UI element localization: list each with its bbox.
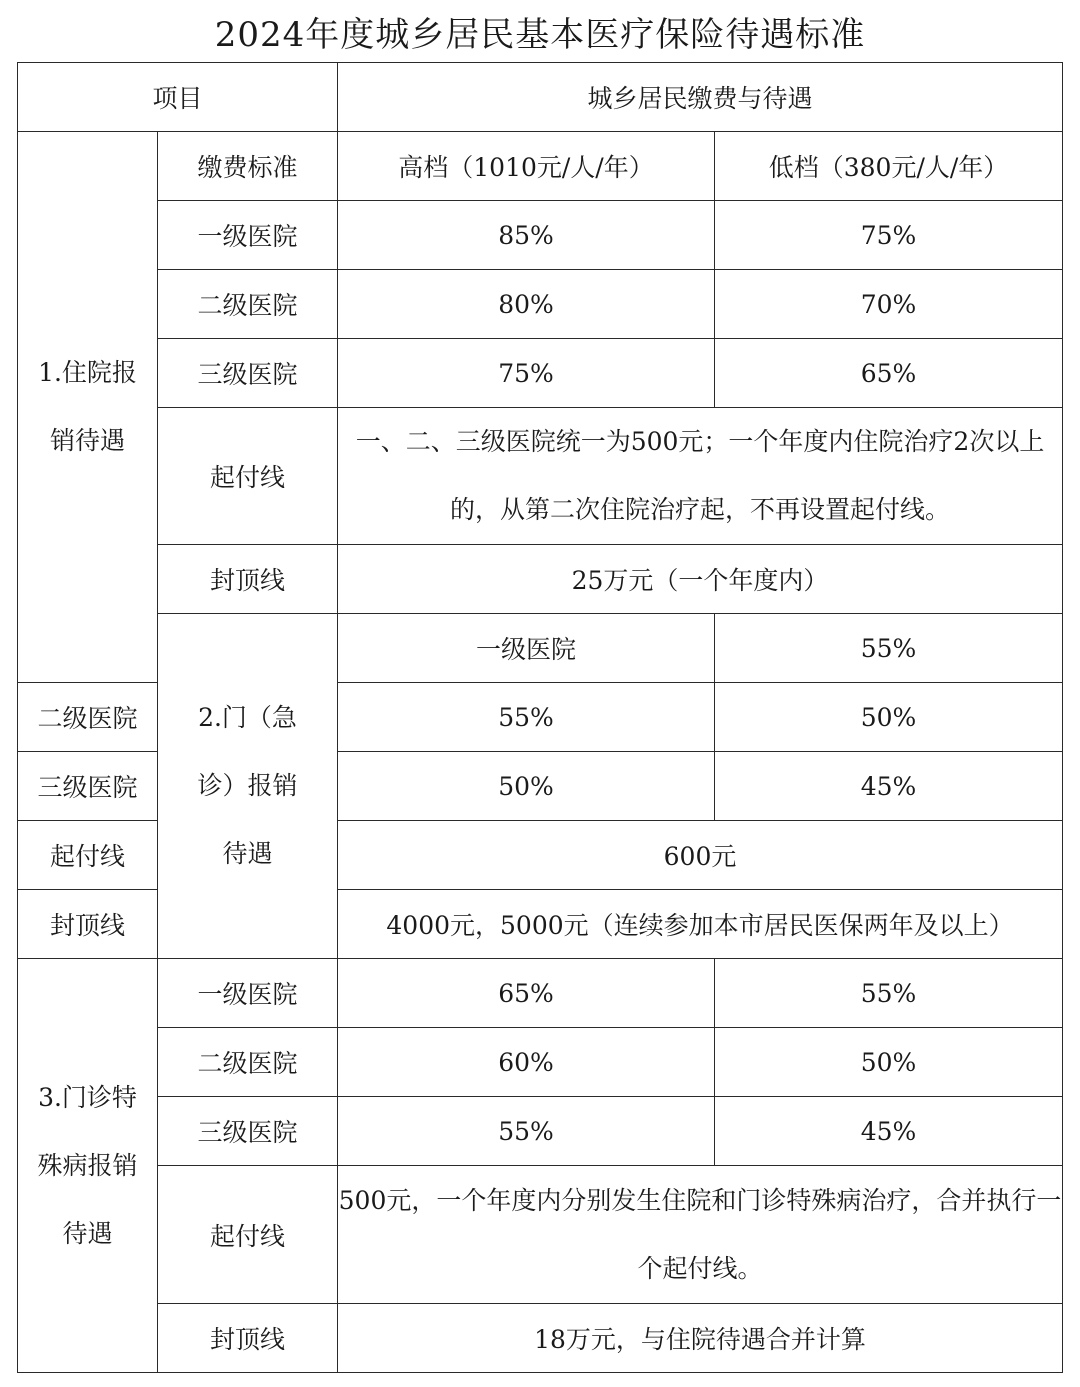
low-tier-rate: 65%: [860, 358, 917, 388]
high-tier-rate: 85%: [498, 220, 554, 250]
payment-low-cell: [715, 132, 1063, 201]
deductible-label-cell: [18, 821, 158, 890]
cap-value-cell: [338, 1304, 1063, 1373]
low-tier-rate: 50%: [860, 1047, 917, 1077]
table-row: [18, 270, 1063, 339]
low-tier-rate-cell: [715, 959, 1063, 1028]
hospital-level-label: 二级医院: [197, 291, 298, 320]
low-tier-rate-cell: [715, 339, 1063, 408]
category-label-outpatient: 2.门（急诊）报销待遇: [197, 703, 298, 868]
hospital-level-label: 一级医院: [476, 635, 577, 664]
payment-high-cell: [338, 132, 715, 201]
high-tier-rate-cell: [338, 270, 715, 339]
deductible-label-cell: [158, 408, 338, 545]
cap-value-cell: [338, 545, 1063, 614]
hospital-level-label: 一级医院: [197, 980, 298, 1009]
payment-high-value: 高档（1010元/人/年）: [398, 153, 654, 182]
deductible-label: 起付线: [49, 842, 125, 871]
low-tier-rate: 55%: [860, 978, 917, 1008]
low-tier-rate-cell: [715, 270, 1063, 339]
category-label-special: 3.门诊特殊病报销待遇: [37, 1082, 138, 1248]
payment-label-cell: [158, 132, 338, 201]
category-cell-outpatient: [158, 614, 338, 959]
payment-low-value: 低档（380元/人/年）: [768, 153, 1009, 182]
table-row: [18, 1304, 1063, 1373]
high-tier-rate: 65%: [498, 978, 554, 1008]
hospital-level-cell: [18, 683, 158, 752]
payment-label: 缴费标准: [197, 153, 298, 182]
deductible-value-cell: [338, 821, 1063, 890]
hospital-level-label: 三级医院: [197, 1118, 298, 1147]
table-row: [18, 132, 1063, 201]
low-tier-rate: 70%: [860, 289, 917, 319]
low-tier-rate-cell: [715, 752, 1063, 821]
header-group-cell: [338, 63, 1063, 132]
table-row: [18, 1166, 1063, 1304]
deductible-value: 600元: [663, 842, 737, 871]
high-tier-rate-cell: [338, 339, 715, 408]
high-tier-rate: 55%: [498, 1116, 554, 1146]
page-title: 2024年度城乡居民基本医疗保险待遇标准: [214, 15, 866, 55]
cap-value: 18万元，与住院待遇合并计算: [534, 1325, 866, 1354]
low-tier-rate: 50%: [860, 702, 917, 732]
deductible-value-cell: [338, 408, 1063, 545]
high-tier-rate: 55%: [498, 702, 554, 732]
deductible-value: 500元，一个年度内分别发生住院和门诊特殊病治疗，合并执行一个起付线。: [338, 1185, 1062, 1283]
table-row: [18, 408, 1063, 545]
table-row: [18, 1097, 1063, 1166]
header-item-cell: [18, 63, 338, 132]
deductible-value-cell: [338, 1166, 1063, 1304]
high-tier-rate-cell: [338, 752, 715, 821]
table-row: [18, 959, 1063, 1028]
high-tier-rate: 75%: [498, 358, 554, 388]
high-tier-rate-cell: [338, 1097, 715, 1166]
hospital-level-cell: [158, 1097, 338, 1166]
category-cell-inpatient: [18, 132, 158, 683]
high-tier-rate-cell: [338, 1028, 715, 1097]
hospital-level-cell: [338, 614, 715, 683]
table-row: [18, 1028, 1063, 1097]
high-tier-rate-cell: [715, 614, 1063, 683]
hospital-level-label: 三级医院: [197, 360, 298, 389]
table-row: [18, 614, 1063, 683]
high-tier-rate: 50%: [498, 771, 554, 801]
category-label-inpatient: 1.住院报销待遇: [38, 358, 137, 455]
low-tier-rate: 45%: [860, 1116, 917, 1146]
high-tier-rate-cell: [338, 959, 715, 1028]
high-tier-rate: 80%: [498, 289, 554, 319]
cap-value: 4000元，5000元（连续参加本市居民医保两年及以上）: [386, 911, 1014, 940]
header-row: [18, 63, 1063, 132]
low-tier-rate-cell: [715, 683, 1063, 752]
cap-value-cell: [338, 890, 1063, 959]
hospital-level-label: 一级医院: [197, 222, 298, 251]
cap-label: 封顶线: [210, 1325, 286, 1354]
header-item-label: 项目: [152, 84, 203, 113]
benefits-table: [17, 62, 1063, 1373]
category-cell-special: [18, 959, 158, 1373]
low-tier-rate-cell: [715, 201, 1063, 270]
deductible-value: 一、二、三级医院统一为500元；一个年度内住院治疗2次以上的，从第二次住院治疗起，不再设置起付线。: [355, 427, 1045, 524]
header-group-label: 城乡居民缴费与待遇: [587, 84, 813, 113]
hospital-level-label: 三级医院: [37, 773, 138, 802]
low-tier-rate-cell: [715, 1097, 1063, 1166]
low-tier-rate: 75%: [860, 220, 917, 250]
hospital-level-cell: [18, 752, 158, 821]
low-tier-rate: 45%: [860, 771, 917, 801]
low-tier-rate-cell: [715, 1028, 1063, 1097]
hospital-level-cell: [158, 959, 338, 1028]
deductible-label-cell: [158, 1166, 338, 1304]
cap-label: 封顶线: [210, 566, 286, 595]
high-tier-rate: 60%: [498, 1047, 554, 1077]
cap-label-cell: [158, 545, 338, 614]
hospital-level-cell: [158, 339, 338, 408]
hospital-level-cell: [158, 1028, 338, 1097]
table-row: [18, 201, 1063, 270]
high-tier-rate: 55%: [860, 633, 917, 663]
table-row: [18, 339, 1063, 408]
cap-label-cell: [18, 890, 158, 959]
deductible-label: 起付线: [210, 463, 286, 492]
cap-label: 封顶线: [49, 911, 125, 940]
hospital-level-label: 二级医院: [37, 704, 138, 733]
cap-label-cell: [158, 1304, 338, 1373]
hospital-level-cell: [158, 270, 338, 339]
deductible-label: 起付线: [210, 1221, 286, 1251]
high-tier-rate-cell: [338, 201, 715, 270]
cap-value: 25万元（一个年度内）: [571, 566, 829, 595]
hospital-level-label: 二级医院: [197, 1049, 298, 1078]
table-row: [18, 545, 1063, 614]
hospital-level-cell: [158, 201, 338, 270]
high-tier-rate-cell: [338, 683, 715, 752]
